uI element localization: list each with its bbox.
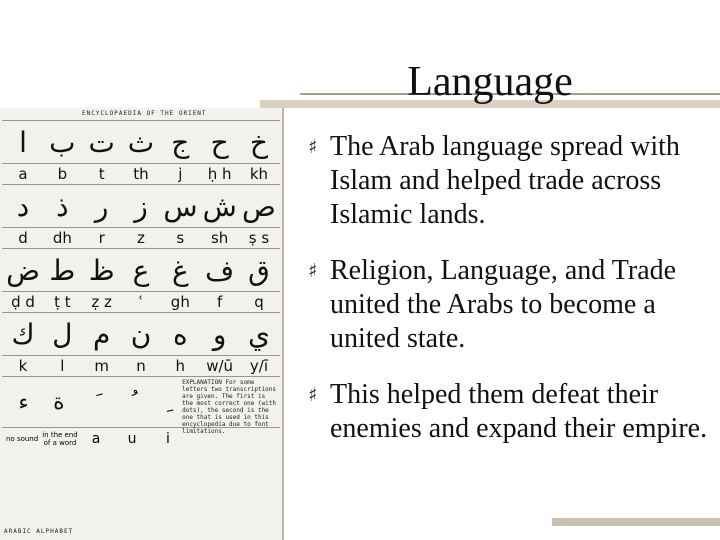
arabic-letter	[76, 390, 111, 415]
arabic-letter: ل	[52, 317, 73, 351]
arabic-letter: ا	[19, 125, 27, 159]
arabic-letter: ح	[210, 125, 229, 159]
transliteration: no sound	[6, 435, 39, 443]
alphabet-grid	[2, 120, 280, 538]
arabic-alphabet-image	[0, 108, 284, 540]
arabic-letter: ث	[127, 125, 155, 159]
slide-title: Language	[407, 59, 573, 105]
arabic-letter: ن	[130, 317, 152, 351]
transliteration: k	[18, 357, 28, 375]
arabic-letter-row	[2, 248, 280, 291]
arabic-letter: ق	[248, 253, 270, 287]
transliteration: ḥ h	[207, 165, 232, 183]
transliteration: a	[18, 165, 28, 183]
bullet-item	[308, 378, 714, 446]
transliteration: y/ī	[249, 357, 269, 375]
transliteration: dh	[52, 229, 72, 247]
hash-bullet-icon: ♯	[308, 260, 318, 282]
arabic-letter: ه	[172, 317, 188, 351]
transliteration: w/ū	[206, 357, 234, 375]
bullet-item	[308, 130, 714, 232]
transliteration: l	[60, 357, 65, 375]
transliteration-row	[2, 227, 280, 248]
transliteration: ḍ d	[11, 293, 35, 311]
arabic-letter: د	[16, 189, 30, 223]
transliteration: d	[18, 229, 28, 247]
transliteration: q	[254, 293, 264, 311]
arabic-letter: ز	[134, 189, 148, 223]
transliteration-row	[2, 291, 280, 312]
arabic-letter: ف	[205, 253, 235, 287]
bullet-item	[308, 254, 714, 356]
arabic-letter: ع	[132, 253, 150, 287]
explanation-note: EXPLANATION For some letters two transcriptions are given. The first is the most correct one (with dots), the second is the one that is used in this encyclopedia due to font limitations.	[182, 379, 277, 435]
arabic-letter: ي	[248, 317, 270, 351]
arabic-letter: ط	[49, 253, 76, 287]
transliteration: z	[137, 229, 145, 247]
bullet-list	[308, 130, 714, 468]
arabic-letter-row	[2, 312, 280, 355]
transliteration: gh	[170, 293, 190, 311]
transliteration: ʿ	[138, 293, 144, 311]
arabic-letter	[112, 390, 147, 415]
transliteration-row	[2, 163, 280, 184]
transliteration: s	[176, 229, 185, 247]
transliteration: n	[136, 357, 146, 375]
arabic-letter: ج	[171, 125, 190, 159]
transliteration: t	[98, 165, 105, 183]
arabic-letter: ش	[202, 189, 237, 223]
transliteration: m	[94, 357, 109, 375]
alphabet-footer: ARABIC ALPHABET	[4, 528, 74, 535]
arabic-letter: ب	[49, 125, 76, 159]
transliteration: f	[217, 293, 223, 311]
arabic-letter: ك	[11, 317, 35, 351]
encyclopedia-header: ENCYCLOPAEDIA OF THE ORIENT	[82, 110, 200, 121]
arabic-letter: ر	[94, 189, 109, 223]
bottom-accent-bar	[552, 518, 720, 526]
transliteration: sh	[210, 229, 229, 247]
diacritic-row	[2, 376, 280, 435]
transliteration-row	[2, 355, 280, 376]
diacritic-transliteration-row	[2, 427, 280, 450]
transliteration: b	[57, 165, 68, 183]
arabic-letter: ظ	[88, 253, 115, 287]
bullet-text: This helped them defeat their enemies and expand their empire.	[330, 379, 708, 444]
hash-bullet-icon: ♯	[308, 136, 318, 158]
arabic-letter: ص	[242, 189, 276, 223]
transliteration: r	[98, 229, 105, 247]
transliteration: in the end of a word	[42, 431, 78, 447]
transliteration: ẓ z	[91, 293, 112, 311]
arabic-letter-row	[2, 184, 280, 227]
arabic-letter: ض	[6, 253, 40, 287]
arabic-letter: غ	[171, 253, 189, 287]
transliteration: kh	[249, 165, 269, 183]
arabic-letter: س	[163, 189, 198, 223]
hash-bullet-icon: ♯	[308, 384, 318, 406]
transliteration: u	[127, 431, 137, 447]
arabic-letter: خ	[249, 125, 268, 159]
arabic-letter: و	[212, 317, 227, 351]
arabic-letter-row	[2, 120, 280, 163]
transliteration: ṭ t	[54, 293, 71, 311]
bullet-text: Religion, Language, and Trade united the Arabs to become a united state.	[330, 255, 677, 354]
arabic-letter: ت	[88, 125, 115, 159]
transliteration: th	[133, 165, 149, 183]
transliteration: ṣ s	[248, 229, 270, 247]
transliteration: a	[91, 431, 101, 447]
arabic-letter: ة	[53, 389, 65, 415]
arabic-letter: ذ	[56, 189, 69, 223]
bullet-text: The Arab language spread with Islam and helped trade across Islamic lands.	[330, 131, 680, 230]
transliteration: i	[166, 431, 170, 447]
arabic-letter: ء	[18, 389, 29, 415]
arabic-letter	[147, 390, 182, 415]
transliteration: h	[175, 357, 186, 375]
transliteration: j	[178, 165, 183, 183]
arabic-letter: م	[92, 317, 111, 351]
